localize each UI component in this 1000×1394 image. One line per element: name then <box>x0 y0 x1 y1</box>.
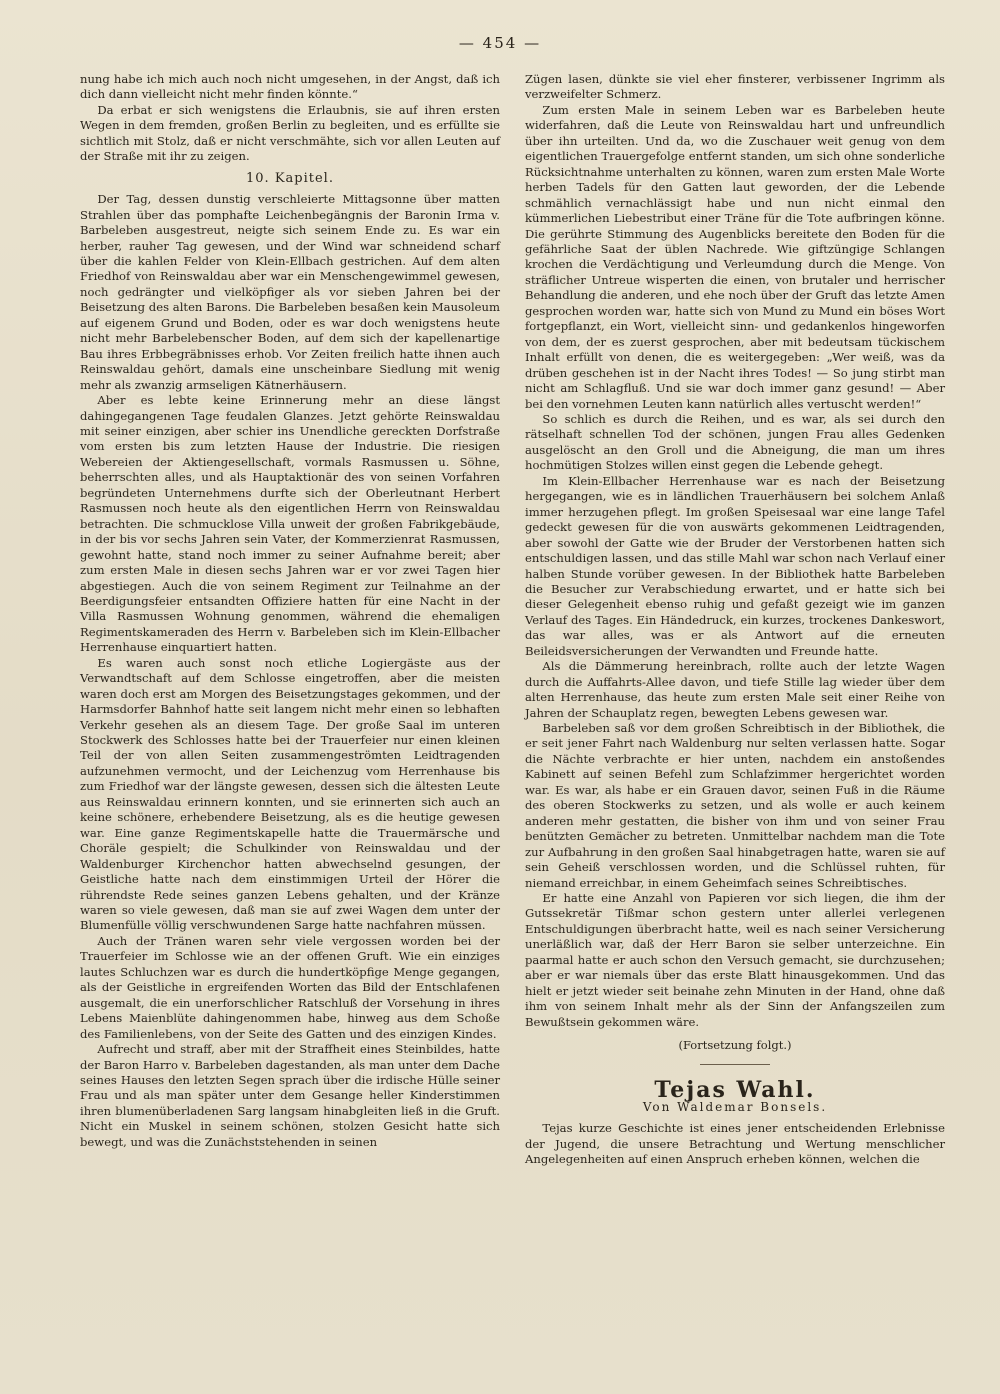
paragraph: Auch der Tränen waren sehr viele vergossen worden bei der Trauerfeier im Schlosse wie an der offenen Gruft. Wie ein einziges lautes Schluchzen war es durch die hundertköpfige Menge gegangen, als der Geistliche in ergreifenden Worten das Bild der Entschlafenen ausgemalt, die ein unerforschlicher Ratschluß der Vorsehung in ihres Lebens Maienblüte dahingenommen habe, hinweg aus dem Schoße des Familienlebens, von der Seite des Gatten und des einzigen Kindes. <box>80 933 500 1041</box>
story-title: Tejas Wahl. <box>654 1076 816 1103</box>
paragraph: Als die Dämmerung hereinbrach, rollte auch der letzte Wagen durch die Auffahrts-Allee davon, und tiefe Stille lag wieder über dem alten Herrenhause, das heute zum ersten Male seit einer Reihe von Jahren der Schauplatz regen, bewegten Lebens gewesen war. <box>525 659 945 720</box>
paragraph: Barbeleben saß vor dem großen Schreibtisch in der Bibliothek, die er seit jener Fahrt nach Waldenburg nur selten verlassen hatte. Sogar die Nächte verbrachte er hier unten, nachdem ein anstoßendes Kabinett auf seinen Befehl zum Schlafzimmer hergerichtet worden war. Es war, als habe er ein Grauen davor, seinen Fuß in die Räume des oberen Stockwerks zu setzen, und als wolle er auch keinem anderen mehr gestatten, die bisher von ihm und von seiner Frau benützten Gemächer zu betreten. Unmittelbar nachdem man die Tote zur Aufbahrung in den großen Saal hinabgetragen hatte, waren sie auf sein Geheiß verschlossen worden, und die Schlüssel ruhten, für niemand erreichbar, in einem Geheimfach seines Schreibtisches. <box>525 721 945 890</box>
story-author: Von Waldemar Bonsels. <box>642 1100 828 1114</box>
paragraph: Zügen lasen, dünkte sie viel eher finsterer, verbissener Ingrimm als verzweifelter Schmerz. <box>525 72 945 102</box>
paragraph: Aber es lebte keine Erinnerung mehr an diese längst dahingegangenen Tage feudalen Glanzes. Jetzt gehörte Reinswaldau mit seiner einzigen, aber schier ins Unendliche gereckten Dorfstraße vom ersten bis zum letzten Hause der Industrie. Die riesigen Webereien der Aktiengesellschaft, vormals Rasmussen u. Söhne, beherrschten alles, und als Hauptaktionär des von seinen Vorfahren begründeten Unternehmens durfte sich der Oberleutnant Herbert Rasmussen noch heute als den eigentlichen Herrn von Reinswaldau betrachten. Die schmucklose Villa unweit der großen Fabrikgebäude, in der bis vor sechs Jahren sein Vater, der Kommerzienrat Rasmussen, gewohnt hatte, stand noch immer zu seiner Aufnahme bereit; aber zum ersten Male in diesen sechs Jahren war er vor zwei Tagen hier abgestiegen. Auch die von seinem Regiment zur Teilnahme an der Beerdigungsfeier entsandten Offiziere hatten für eine Nacht in der Villa Rasmussen Wohnung genommen, während die ehemaligen Regimentskameraden des Herrn v. Barbeleben sich im Klein-Ellbacher Herrenhause einquartiert hatten. <box>80 393 500 655</box>
paragraph: Der Tag, dessen dunstig verschleierte Mittagsonne über matten Strahlen über das pomphafte Leichenbegängnis der Baronin Irma v. Barbeleben ausgestreut, neigte sich seinem Ende zu. Es war ein herber, rauher Tag gewesen, und der Wind war schneidend scharf über die kahlen Felder von Klein-Ellbach gestrichen. Auf dem alten Friedhof von Reinswaldau aber war ein Menschengewimmel gewesen, noch gedrängter und vielköpfiger als vor sieben Jahren bei der Beisetzung des alten Barons. Die Barbeleben besaßen kein Mausoleum auf eigenem Grund und Boden, oder es war doch wenigstens heute nicht mehr Barbelebenscher Boden, auf dem sich der kapellenartige Bau ihres Erbbegräbnisses erhob. Vor Zeiten freilich hatte ihnen auch Reinswaldau gehört, damals eine unscheinbare Siedlung mit wenig mehr als zwanzig armseligen Kätnerhäusern. <box>80 192 500 392</box>
paragraph: Zum ersten Male in seinem Leben war es Barbeleben heute widerfahren, daß die Leute von Reinswaldau hart und unfreundlich über ihn urteilten. Und da, wo die Zuschauer weit genug von dem eigentlichen Trauergefolge entfernt standen, um sich ohne sonderliche Rücksichtnahme unterhalten zu können, waren zum ersten Male Worte herben Tadels für den Gatten laut geworden, der die Lebende schmählich vernachlässigt habe und nun nicht einmal den kümmerlichen Liebestribut einer Träne für die Tote aufbringen könne. Die gerührte Stimmung des Augenblicks bereitete den Boden für die gefährliche Saat der üblen Nachrede. Wie giftzüngige Schlangen krochen die Verdächtigung und Verleumdung durch die Menge. Von sträflicher Untreue wisperten die einen, von brutaler und herrischer Behandlung die anderen, und ehe noch über der Gruft das letzte Amen gesprochen worden war, hatte sich von Mund zu Mund ein böses Wort fortgepflanzt, ein Wort, vielleicht sinn- und gedankenlos hingeworfen von dem, der es zuerst gesprochen, aber mit bedeutsam tückischem Inhalt erfüllt von denen, die es weitergegeben: „Wer weiß, was da drüben geschehen ist in der Nacht ihres Todes! — So jung stirbt man nicht am Schlagfluß. Und sie war doch immer ganz gesund! — Aber bei den vornehmen Leuten kann natürlich alles vertuscht werden!“ <box>525 102 945 411</box>
paragraph: Er hatte eine Anzahl von Papieren vor sich liegen, die ihm der Gutssekretär Tißmar schon gestern unter allerlei verlegenen Entschuldigungen überbracht hatte, weil es nach seiner Versicherung unerläßlich war, daß der Herr Baron sie selber unterzeichne. Ein paarmal hatte er auch schon den Versuch gemacht, sie durchzusehen; aber er war niemals über das erste Blatt hinausgekommen. Und das hielt er jetzt wieder seit beinahe zehn Minuten in der Hand, ohne daß ihm von seinem Inhalt mehr als der Sinn der Anfangszeilen zum Bewußtsein gekommen wäre. <box>525 891 945 1029</box>
separator-line <box>700 1064 770 1065</box>
paragraph: nung habe ich mich auch noch nicht umgesehen, in der Angst, daß ich dich dann vielleicht nicht mehr finden könnte.“ <box>80 72 500 102</box>
left-column <box>80 72 500 1150</box>
chapter-heading: 10. Kapitel. <box>246 170 334 186</box>
paragraph: So schlich es durch die Reihen, und es war, als sei durch den rätselhaft schnellen Tod der schönen, jungen Frau alles Gedenken ausgelöscht an den Groll und die Abneigung, die man um ihres hochmütigen Stolzes willen einst gegen die Lebende gehegt. <box>525 411 945 473</box>
paragraph: Es waren auch sonst noch etliche Logiergäste aus der Verwandtschaft auf dem Schlosse eingetroffen, aber die meisten waren doch erst am Morgen des Beisetzungstages gekommen, und der Harmsdorfer Bahnhof hatte seit langem nicht mehr einen so lebhaften Verkehr gesehen als an diesem Tage. Der große Saal im unteren Stockwerk des Schlosses hatte bei der Trauerfeier nur einen kleinen Teil der von allen Seiten zusammengeströmten Leidtragenden aufzunehmen vermocht, und der Leichenzug vom Herrenhause bis zum Friedhof war der längste gewesen, dessen sich die ältesten Leute aus Reinswaldau erinnern konnten, und sie erinnerten sich auch an keine schönere, erhebendere Beisetzung, als es die heutige gewesen war. Eine ganze Regimentskapelle hatte die Trauermärsche und Choräle gespielt; die Schulkinder von Reinswaldau und der Waldenburger Kirchenchor hatten abwechselnd gesungen, der Geistliche hatte nach dem einstimmigen Urteil der Hörer die rührendste Rede seines ganzen Lebens gehalten, und der Kränze waren so viele gewesen, daß man sie auf zwei Wagen dem unter der Blumenfülle völlig verschwundenen Sarge hatte nachfahren müssen. <box>80 655 500 933</box>
paragraph: Im Klein-Ellbacher Herrenhause war es nach der Beisetzung hergegangen, wie es in ländlichen Trauerhäusern bei solchem Anlaß immer herzugehen pflegt. Im großen Speisesaal war eine lange Tafel gedeckt gewesen für die von auswärts gekommenen Leidtragenden, aber sowohl der Gatte wie der Bruder der Verstorbenen hatten sich entschuldigen lassen, und das stille Mahl war schon nach Verlauf einer halben Stunde vorüber gewesen. In der Bibliothek hatte Barbeleben die Besucher zur Verabschiedung erwartet, und er hatte sich bei dieser Gelegenheit ebenso ruhig und gefaßt gezeigt wie im ganzen Verlauf des Tages. Ein Händedruck, ein kurzes, trockenes Dankeswort, das war alles, was er als Antwort auf die erneuten Beileidsversicherungen der Verwandten und Freunde hatte. <box>525 473 945 658</box>
page-number: — 454 — <box>458 34 542 52</box>
paragraph: Aufrecht und straff, aber mit der Straffheit eines Steinbildes, hatte der Baron Harro v. Barbeleben dagestanden, als man unter dem Dache seines Hauses den letzten Segen sprach über die irdische Hülle seiner Frau und als man später unter dem Gesange heller Kinderstimmen ihren blumenüberladenen Sarg langsam hinabgleiten ließ in die Gruft. Nicht ein Muskel in seinem schönen, stolzen Gesicht hatte sich bewegt, und was die Zunächststehenden in seinen <box>80 1042 500 1149</box>
right-column <box>525 72 945 1168</box>
paragraph: Da erbat er sich wenigstens die Erlaubnis, sie auf ihren ersten Wegen in dem fremden, großen Berlin zu begleiten, und es erfüllte sie sichtlich mit Stolz, daß er nicht verschmähte, sich vor allen Leuten auf der Straße mit ihr zu zeigen. <box>80 102 500 164</box>
continued-note: (Fortsetzung folgt.) <box>678 1038 792 1053</box>
paragraph: Tejas kurze Geschichte ist eines jener entscheidenden Erlebnisse der Jugend, die unsere Betrachtung und Wertung menschlicher Angelegenheiten auf einen Anspruch erheben können, welchen die <box>525 1121 945 1167</box>
story-text <box>525 1121 945 1167</box>
